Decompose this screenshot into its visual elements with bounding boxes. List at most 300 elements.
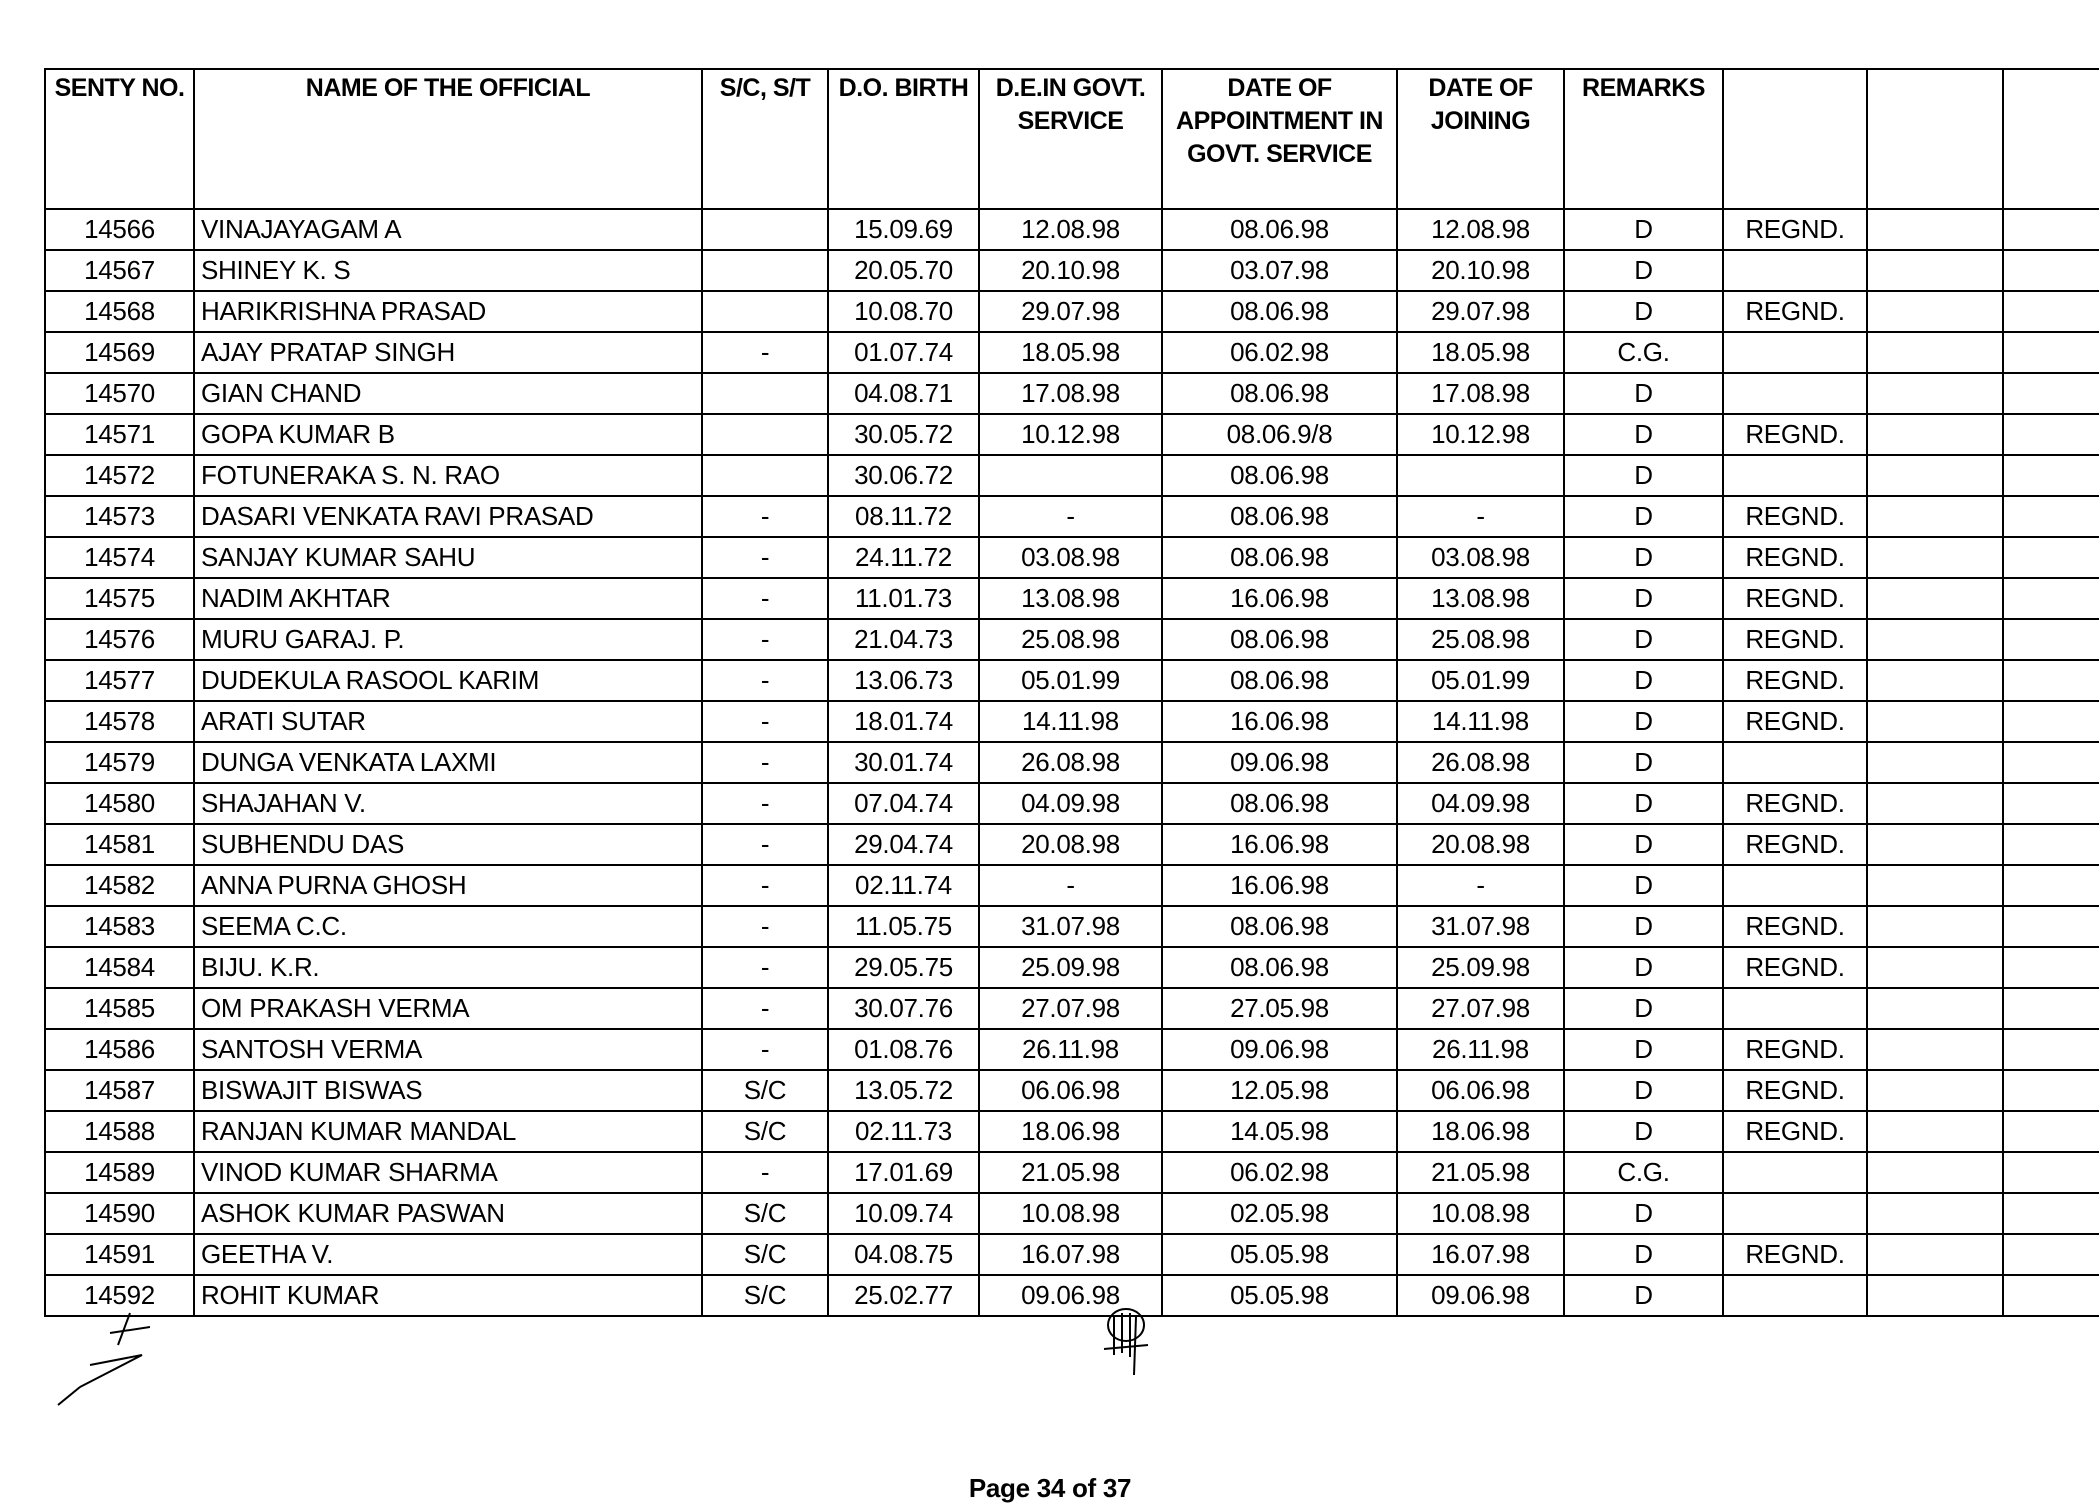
cell-regn-status: REGND. <box>1723 1029 1867 1070</box>
cell-remarks: D <box>1564 742 1723 783</box>
cell-senty-no: 14583 <box>45 906 194 947</box>
cell-name: MURU GARAJ. P. <box>194 619 702 660</box>
cell-remarks: C.G. <box>1564 332 1723 373</box>
cell-dob: 29.04.74 <box>828 824 979 865</box>
cell-remarks: D <box>1564 1029 1723 1070</box>
cell-remarks: D <box>1564 1070 1723 1111</box>
cell-name: HARIKRISHNA PRASAD <box>194 291 702 332</box>
cell-remarks: D <box>1564 1275 1723 1316</box>
cell-senty-no: 14588 <box>45 1111 194 1152</box>
cell-date-appointment: 16.06.98 <box>1162 578 1397 619</box>
cell-sc-st: - <box>702 619 828 660</box>
cell-name: GIAN CHAND <box>194 373 702 414</box>
cell-date-appointment: 05.05.98 <box>1162 1234 1397 1275</box>
cell-date-appointment: 05.05.98 <box>1162 1275 1397 1316</box>
cell-date-joining: 21.05.98 <box>1397 1152 1564 1193</box>
cell-dob: 11.01.73 <box>828 578 979 619</box>
cell-remarks: D <box>1564 455 1723 496</box>
cell-dob: 04.08.71 <box>828 373 979 414</box>
cell-name: GEETHA V. <box>194 1234 702 1275</box>
cell-date-joining: 06.06.98 <box>1397 1070 1564 1111</box>
cell-blank <box>2003 1070 2099 1111</box>
cell-blank <box>1867 1234 2003 1275</box>
cell-remarks: D <box>1564 373 1723 414</box>
cell-dob: 04.08.75 <box>828 1234 979 1275</box>
cell-de-govt: 26.08.98 <box>979 742 1162 783</box>
cell-sc-st: - <box>702 783 828 824</box>
cell-senty-no: 14578 <box>45 701 194 742</box>
table-row <box>45 209 2099 250</box>
cell-dob: 07.04.74 <box>828 783 979 824</box>
cell-remarks: C.G. <box>1564 1152 1723 1193</box>
cell-date-joining: 12.08.98 <box>1397 209 1564 250</box>
table-row <box>45 1193 2099 1234</box>
cell-de-govt: 06.06.98 <box>979 1070 1162 1111</box>
cell-date-appointment: 08.06.98 <box>1162 660 1397 701</box>
cell-regn-status <box>1723 332 1867 373</box>
cell-name: DUNGA VENKATA LAXMI <box>194 742 702 783</box>
cell-dob: 30.05.72 <box>828 414 979 455</box>
cell-blank <box>2003 578 2099 619</box>
cell-senty-no: 14580 <box>45 783 194 824</box>
cell-de-govt: 20.08.98 <box>979 824 1162 865</box>
cell-sc-st <box>702 209 828 250</box>
cell-de-govt: 14.11.98 <box>979 701 1162 742</box>
cell-sc-st: - <box>702 332 828 373</box>
cell-blank <box>1867 1070 2003 1111</box>
cell-de-govt: - <box>979 865 1162 906</box>
cell-name: AJAY PRATAP SINGH <box>194 332 702 373</box>
cell-dob: 13.06.73 <box>828 660 979 701</box>
cell-dob: 10.09.74 <box>828 1193 979 1234</box>
cell-date-appointment: 08.06.98 <box>1162 783 1397 824</box>
cell-de-govt: 16.07.98 <box>979 1234 1162 1275</box>
header-date-joining: DATE OF JOINING <box>1397 69 1564 209</box>
cell-senty-no: 14576 <box>45 619 194 660</box>
cell-dob: 15.09.69 <box>828 209 979 250</box>
cell-regn-status: REGND. <box>1723 578 1867 619</box>
cell-remarks: D <box>1564 291 1723 332</box>
cell-sc-st: - <box>702 947 828 988</box>
cell-senty-no: 14577 <box>45 660 194 701</box>
cell-senty-no: 14582 <box>45 865 194 906</box>
cell-dob: 30.06.72 <box>828 455 979 496</box>
table-row <box>45 783 2099 824</box>
cell-senty-no: 14573 <box>45 496 194 537</box>
cell-de-govt: 21.05.98 <box>979 1152 1162 1193</box>
cell-sc-st <box>702 373 828 414</box>
cell-remarks: D <box>1564 660 1723 701</box>
cell-remarks: D <box>1564 250 1723 291</box>
cell-de-govt: 29.07.98 <box>979 291 1162 332</box>
cell-blank <box>2003 742 2099 783</box>
table-row <box>45 1234 2099 1275</box>
cell-name: ANNA PURNA GHOSH <box>194 865 702 906</box>
cell-name: ASHOK KUMAR PASWAN <box>194 1193 702 1234</box>
cell-date-appointment: 08.06.98 <box>1162 947 1397 988</box>
cell-blank <box>1867 988 2003 1029</box>
cell-sc-st: - <box>702 906 828 947</box>
cell-blank <box>2003 1152 2099 1193</box>
cell-date-appointment: 08.06.98 <box>1162 455 1397 496</box>
cell-blank <box>2003 332 2099 373</box>
cell-date-appointment: 03.07.98 <box>1162 250 1397 291</box>
table-row <box>45 619 2099 660</box>
cell-senty-no: 14584 <box>45 947 194 988</box>
cell-sc-st: - <box>702 824 828 865</box>
cell-dob: 01.08.76 <box>828 1029 979 1070</box>
cell-dob: 25.02.77 <box>828 1275 979 1316</box>
seniority-list-sheet <box>44 68 2098 1317</box>
cell-de-govt: 10.08.98 <box>979 1193 1162 1234</box>
cell-sc-st: - <box>702 537 828 578</box>
cell-date-appointment: 08.06.98 <box>1162 291 1397 332</box>
table-row <box>45 332 2099 373</box>
cell-remarks: D <box>1564 496 1723 537</box>
cell-de-govt: 25.09.98 <box>979 947 1162 988</box>
cell-senty-no: 14587 <box>45 1070 194 1111</box>
table-body <box>45 209 2099 1316</box>
cell-senty-no: 14586 <box>45 1029 194 1070</box>
cell-sc-st: - <box>702 865 828 906</box>
handwritten-signature-mark <box>1096 1305 1156 1380</box>
cell-regn-status: REGND. <box>1723 209 1867 250</box>
table-row <box>45 250 2099 291</box>
cell-date-appointment: 02.05.98 <box>1162 1193 1397 1234</box>
cell-regn-status: REGND. <box>1723 783 1867 824</box>
cell-blank <box>2003 455 2099 496</box>
cell-name: GOPA KUMAR B <box>194 414 702 455</box>
header-de-govt: D.E.IN GOVT. SERVICE <box>979 69 1162 209</box>
cell-date-joining: 26.11.98 <box>1397 1029 1564 1070</box>
cell-blank <box>2003 373 2099 414</box>
cell-name: RANJAN KUMAR MANDAL <box>194 1111 702 1152</box>
cell-blank <box>2003 414 2099 455</box>
cell-date-joining: 20.08.98 <box>1397 824 1564 865</box>
header-blank-2 <box>1867 69 2003 209</box>
cell-date-joining: 20.10.98 <box>1397 250 1564 291</box>
cell-date-joining: 26.08.98 <box>1397 742 1564 783</box>
table-row <box>45 578 2099 619</box>
cell-remarks: D <box>1564 865 1723 906</box>
table-row <box>45 1111 2099 1152</box>
cell-blank <box>2003 1029 2099 1070</box>
cell-remarks: D <box>1564 1111 1723 1152</box>
cell-de-govt: 12.08.98 <box>979 209 1162 250</box>
cell-de-govt: 18.05.98 <box>979 332 1162 373</box>
cell-sc-st <box>702 414 828 455</box>
cell-de-govt: 05.01.99 <box>979 660 1162 701</box>
cell-regn-status: REGND. <box>1723 1070 1867 1111</box>
cell-date-joining: 18.05.98 <box>1397 332 1564 373</box>
header-senty-no: SENTY NO. <box>45 69 194 209</box>
cell-blank <box>2003 824 2099 865</box>
cell-blank <box>2003 1111 2099 1152</box>
cell-blank <box>1867 1152 2003 1193</box>
cell-blank <box>1867 619 2003 660</box>
cell-date-joining: 27.07.98 <box>1397 988 1564 1029</box>
cell-remarks: D <box>1564 1193 1723 1234</box>
cell-sc-st: S/C <box>702 1275 828 1316</box>
cell-remarks: D <box>1564 578 1723 619</box>
header-date-appointment: DATE OF APPOINTMENT IN GOVT. SERVICE <box>1162 69 1397 209</box>
cell-blank <box>1867 209 2003 250</box>
cell-date-appointment: 14.05.98 <box>1162 1111 1397 1152</box>
cell-date-joining: 10.12.98 <box>1397 414 1564 455</box>
cell-de-govt: 20.10.98 <box>979 250 1162 291</box>
cell-senty-no: 14568 <box>45 291 194 332</box>
cell-regn-status: REGND. <box>1723 906 1867 947</box>
cell-dob: 20.05.70 <box>828 250 979 291</box>
cell-blank <box>1867 865 2003 906</box>
cell-sc-st <box>702 250 828 291</box>
cell-blank <box>2003 988 2099 1029</box>
cell-name: SEEMA C.C. <box>194 906 702 947</box>
cell-date-appointment: 12.05.98 <box>1162 1070 1397 1111</box>
cell-name: ROHIT KUMAR <box>194 1275 702 1316</box>
cell-senty-no: 14569 <box>45 332 194 373</box>
cell-blank <box>1867 496 2003 537</box>
cell-blank <box>1867 824 2003 865</box>
cell-name: FOTUNERAKA S. N. RAO <box>194 455 702 496</box>
cell-date-joining: 03.08.98 <box>1397 537 1564 578</box>
table-row <box>45 1070 2099 1111</box>
cell-blank <box>2003 701 2099 742</box>
cell-regn-status <box>1723 988 1867 1029</box>
cell-blank <box>2003 865 2099 906</box>
cell-regn-status: REGND. <box>1723 496 1867 537</box>
cell-de-govt: 09.06.98 <box>979 1275 1162 1316</box>
cell-date-appointment: 08.06.98 <box>1162 209 1397 250</box>
table-row <box>45 865 2099 906</box>
cell-de-govt: 10.12.98 <box>979 414 1162 455</box>
cell-blank <box>1867 291 2003 332</box>
page-number-footer: Page 34 of 37 <box>968 1473 1132 1503</box>
cell-remarks: D <box>1564 537 1723 578</box>
cell-remarks: D <box>1564 906 1723 947</box>
table-row <box>45 947 2099 988</box>
cell-senty-no: 14581 <box>45 824 194 865</box>
cell-name: SHAJAHAN V. <box>194 783 702 824</box>
handwritten-initial-mark <box>50 1305 150 1415</box>
cell-senty-no: 14570 <box>45 373 194 414</box>
cell-regn-status <box>1723 373 1867 414</box>
cell-date-joining: - <box>1397 865 1564 906</box>
cell-de-govt: 26.11.98 <box>979 1029 1162 1070</box>
table-row <box>45 906 2099 947</box>
cell-blank <box>1867 783 2003 824</box>
cell-senty-no: 14567 <box>45 250 194 291</box>
cell-dob: 11.05.75 <box>828 906 979 947</box>
cell-regn-status: REGND. <box>1723 701 1867 742</box>
cell-date-appointment: 08.06.98 <box>1162 906 1397 947</box>
cell-date-appointment: 16.06.98 <box>1162 701 1397 742</box>
cell-sc-st: S/C <box>702 1070 828 1111</box>
cell-dob: 29.05.75 <box>828 947 979 988</box>
table-header-row <box>45 69 2099 209</box>
cell-blank <box>1867 1029 2003 1070</box>
cell-regn-status: REGND. <box>1723 537 1867 578</box>
cell-date-joining: 13.08.98 <box>1397 578 1564 619</box>
cell-dob: 17.01.69 <box>828 1152 979 1193</box>
cell-name: SANJAY KUMAR SAHU <box>194 537 702 578</box>
cell-regn-status: REGND. <box>1723 947 1867 988</box>
cell-blank <box>1867 701 2003 742</box>
cell-blank <box>1867 537 2003 578</box>
table-row <box>45 1152 2099 1193</box>
cell-blank <box>1867 578 2003 619</box>
cell-regn-status <box>1723 1152 1867 1193</box>
cell-remarks: D <box>1564 783 1723 824</box>
cell-sc-st: - <box>702 742 828 783</box>
cell-senty-no: 14571 <box>45 414 194 455</box>
cell-sc-st: S/C <box>702 1111 828 1152</box>
cell-name: SANTOSH VERMA <box>194 1029 702 1070</box>
table-row <box>45 1029 2099 1070</box>
cell-regn-status: REGND. <box>1723 1234 1867 1275</box>
cell-senty-no: 14592 <box>45 1275 194 1316</box>
cell-date-joining: 09.06.98 <box>1397 1275 1564 1316</box>
cell-date-appointment: 16.06.98 <box>1162 865 1397 906</box>
cell-name: BISWAJIT BISWAS <box>194 1070 702 1111</box>
table-row <box>45 824 2099 865</box>
cell-sc-st: S/C <box>702 1193 828 1234</box>
cell-blank <box>1867 373 2003 414</box>
header-sc-st: S/C, S/T <box>702 69 828 209</box>
cell-de-govt: 17.08.98 <box>979 373 1162 414</box>
header-remarks: REMARKS <box>1564 69 1723 209</box>
cell-name: NADIM AKHTAR <box>194 578 702 619</box>
cell-senty-no: 14590 <box>45 1193 194 1234</box>
cell-dob: 18.01.74 <box>828 701 979 742</box>
cell-senty-no: 14575 <box>45 578 194 619</box>
cell-dob: 30.07.76 <box>828 988 979 1029</box>
cell-blank <box>1867 250 2003 291</box>
table-row <box>45 455 2099 496</box>
cell-blank <box>2003 209 2099 250</box>
cell-blank <box>1867 1111 2003 1152</box>
cell-name: VINOD KUMAR SHARMA <box>194 1152 702 1193</box>
cell-blank <box>2003 660 2099 701</box>
cell-regn-status <box>1723 250 1867 291</box>
cell-senty-no: 14566 <box>45 209 194 250</box>
cell-dob: 01.07.74 <box>828 332 979 373</box>
table-row <box>45 988 2099 1029</box>
cell-date-joining: 25.09.98 <box>1397 947 1564 988</box>
cell-dob: 30.01.74 <box>828 742 979 783</box>
cell-date-appointment: 06.02.98 <box>1162 332 1397 373</box>
cell-sc-st: - <box>702 660 828 701</box>
cell-blank <box>1867 455 2003 496</box>
cell-blank <box>1867 1193 2003 1234</box>
cell-de-govt: 04.09.98 <box>979 783 1162 824</box>
cell-sc-st: - <box>702 578 828 619</box>
cell-blank <box>2003 496 2099 537</box>
cell-de-govt: 25.08.98 <box>979 619 1162 660</box>
cell-blank <box>2003 1275 2099 1316</box>
cell-dob: 08.11.72 <box>828 496 979 537</box>
table-row <box>45 291 2099 332</box>
cell-de-govt: 18.06.98 <box>979 1111 1162 1152</box>
cell-blank <box>2003 783 2099 824</box>
table-row <box>45 701 2099 742</box>
cell-date-joining: 31.07.98 <box>1397 906 1564 947</box>
cell-de-govt: 13.08.98 <box>979 578 1162 619</box>
cell-sc-st: S/C <box>702 1234 828 1275</box>
cell-date-joining <box>1397 455 1564 496</box>
cell-blank <box>1867 906 2003 947</box>
cell-date-joining: 10.08.98 <box>1397 1193 1564 1234</box>
cell-dob: 13.05.72 <box>828 1070 979 1111</box>
cell-blank <box>1867 414 2003 455</box>
cell-senty-no: 14585 <box>45 988 194 1029</box>
cell-regn-status: REGND. <box>1723 619 1867 660</box>
cell-regn-status: REGND. <box>1723 291 1867 332</box>
cell-blank <box>2003 291 2099 332</box>
cell-date-joining: 04.09.98 <box>1397 783 1564 824</box>
cell-blank <box>2003 1193 2099 1234</box>
cell-dob: 02.11.73 <box>828 1111 979 1152</box>
cell-regn-status <box>1723 865 1867 906</box>
cell-sc-st <box>702 291 828 332</box>
cell-blank <box>2003 1234 2099 1275</box>
cell-sc-st: - <box>702 988 828 1029</box>
cell-date-joining: 17.08.98 <box>1397 373 1564 414</box>
cell-regn-status: REGND. <box>1723 660 1867 701</box>
table-row <box>45 537 2099 578</box>
cell-dob: 02.11.74 <box>828 865 979 906</box>
cell-de-govt: 27.07.98 <box>979 988 1162 1029</box>
cell-blank <box>1867 947 2003 988</box>
cell-dob: 21.04.73 <box>828 619 979 660</box>
cell-date-appointment: 09.06.98 <box>1162 742 1397 783</box>
cell-de-govt: 31.07.98 <box>979 906 1162 947</box>
cell-remarks: D <box>1564 947 1723 988</box>
cell-blank <box>1867 742 2003 783</box>
cell-blank <box>2003 947 2099 988</box>
cell-regn-status: REGND. <box>1723 1111 1867 1152</box>
cell-sc-st: - <box>702 701 828 742</box>
cell-regn-status <box>1723 1275 1867 1316</box>
cell-name: SHINEY K. S <box>194 250 702 291</box>
cell-name: SUBHENDU DAS <box>194 824 702 865</box>
cell-remarks: D <box>1564 824 1723 865</box>
cell-sc-st <box>702 455 828 496</box>
cell-blank <box>2003 906 2099 947</box>
cell-de-govt <box>979 455 1162 496</box>
header-blank-3 <box>2003 69 2099 209</box>
cell-name: VINAJAYAGAM A <box>194 209 702 250</box>
cell-regn-status: REGND. <box>1723 824 1867 865</box>
cell-sc-st: - <box>702 1029 828 1070</box>
cell-name: BIJU. K.R. <box>194 947 702 988</box>
cell-name: ARATI SUTAR <box>194 701 702 742</box>
header-blank-1 <box>1723 69 1867 209</box>
cell-blank <box>1867 1275 2003 1316</box>
cell-date-joining: - <box>1397 496 1564 537</box>
cell-date-joining: 14.11.98 <box>1397 701 1564 742</box>
cell-sc-st: - <box>702 496 828 537</box>
cell-date-joining: 16.07.98 <box>1397 1234 1564 1275</box>
cell-remarks: D <box>1564 209 1723 250</box>
cell-remarks: D <box>1564 988 1723 1029</box>
cell-senty-no: 14572 <box>45 455 194 496</box>
cell-remarks: D <box>1564 701 1723 742</box>
cell-dob: 10.08.70 <box>828 291 979 332</box>
cell-date-appointment: 08.06.98 <box>1162 496 1397 537</box>
cell-remarks: D <box>1564 1234 1723 1275</box>
header-dob: D.O. BIRTH <box>828 69 979 209</box>
